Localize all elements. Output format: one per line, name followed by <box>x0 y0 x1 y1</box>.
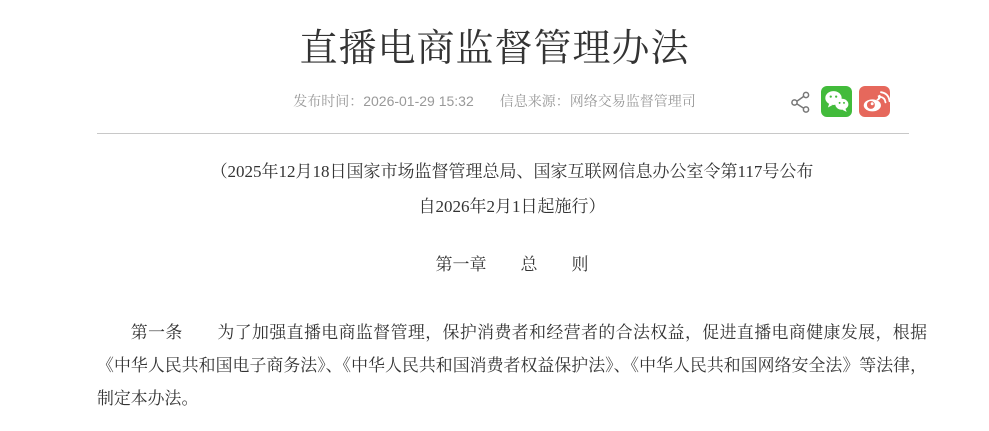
divider <box>97 133 909 134</box>
publish-time-label: 发布时间： <box>293 93 364 109</box>
share-bar <box>788 86 890 117</box>
share-icon[interactable] <box>788 89 814 115</box>
source-label: 信息来源： <box>499 93 570 109</box>
promulgation-line-2: 自2026年2月1日起施行） <box>418 197 606 216</box>
article-content <box>97 154 927 415</box>
page-title: 直播电商监督管理办法 <box>299 28 690 70</box>
chapter-heading: 第一章 总 则 <box>435 255 589 274</box>
article-paragraph-1: 第一条 为了加强直播电商监督管理，保护消费者和经营者的合法权益，促进直播电商健康发展，根据《中华人民共和国电子商务法》、《中华人民共和国消费者权益保护法》、《中华人民共和国网络安全法》等法律，制定本办法。 <box>97 323 927 408</box>
promulgation-line-1: （2025年12月18日国家市场监督管理总局、国家互联网信息办公室令第117号公布 <box>210 162 814 181</box>
article-page <box>0 20 989 431</box>
weibo-share-icon[interactable] <box>859 86 890 117</box>
meta-row <box>0 78 989 124</box>
wechat-share-icon[interactable] <box>821 86 852 117</box>
source-value: 网络交易监督管理司 <box>569 93 696 109</box>
publish-time-value: 2026-01-29 15:32 <box>363 93 474 109</box>
